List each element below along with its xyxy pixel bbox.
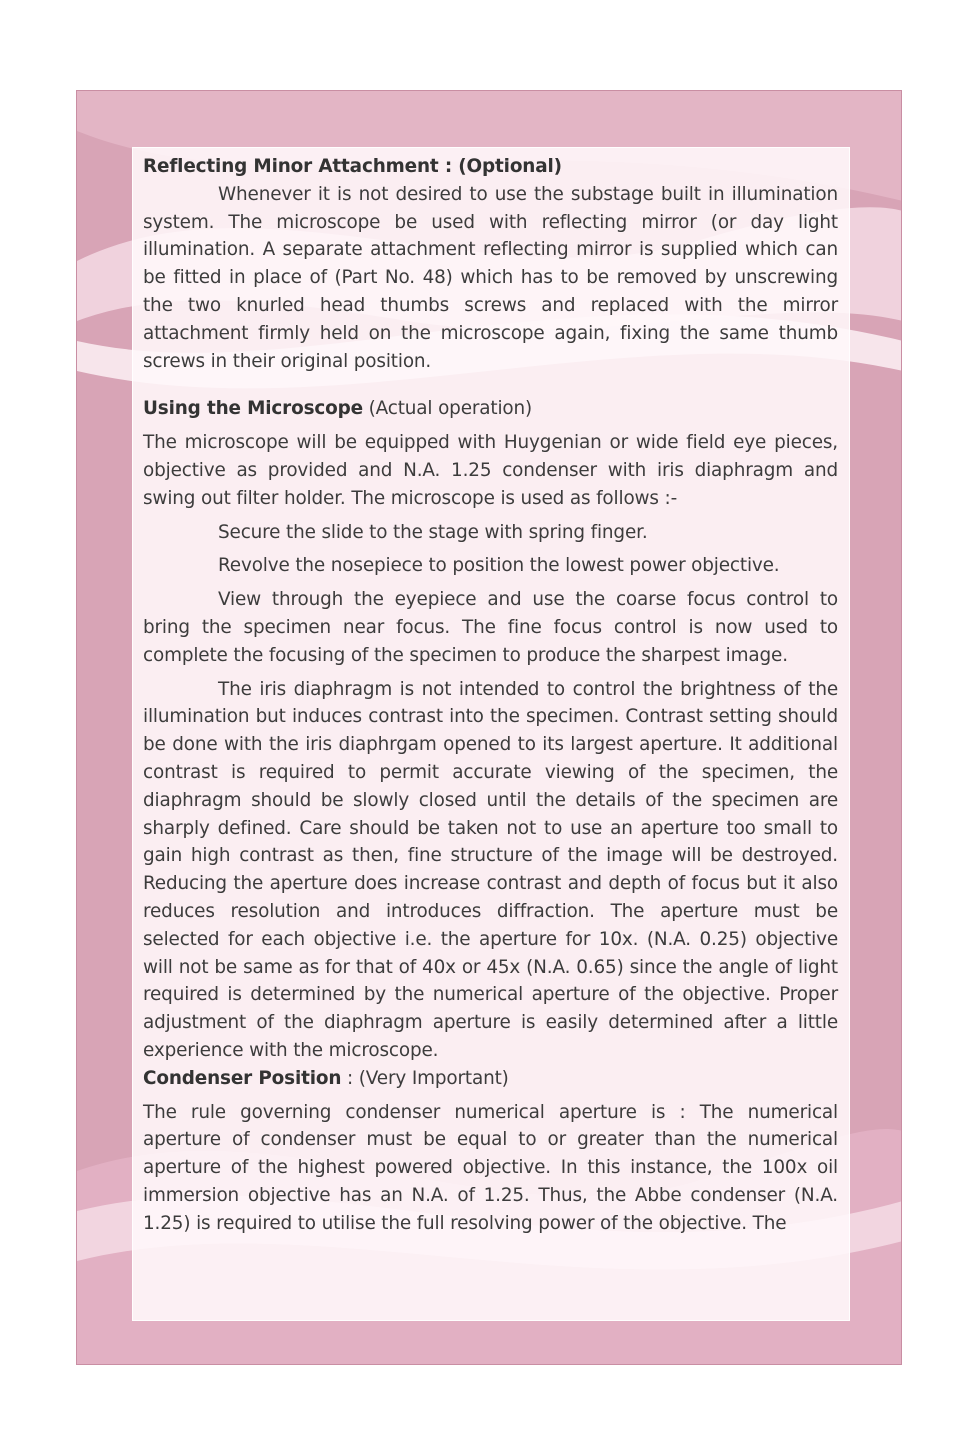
using-step-1: Secure the slide to the stage with spring finger. <box>218 521 648 543</box>
mirror-body: Whenever it is not desired to use the substage built in illumination system. The microscope be used with reflecting mirror (or day light illumination. A separate attachment reflecting mirror is supplied which can be fitted in place of (Part No. 48) which has to be removed by unscrewing the two knurled head thumbs screws and replaced with the mirror attachment firmly held on the microscope again, fixing the same thumb screws in their original position. <box>143 183 838 372</box>
condenser-body: The rule governing condenser numerical aperture is : The numerical aperture of condenser must be equal to or greater than the numerical aperture of the highest powered objective. In this instance, the 100x oil immersion objective has an N.A. of 1.25. Thus, the Abbe condenser (N.A. 1.25) is required to utilise the full resolving power of the objective. The <box>143 1101 838 1234</box>
using-step-2: Revolve the nosepiece to position the lowest power objective. <box>218 555 780 577</box>
using-heading-note: (Actual operation) <box>362 398 533 420</box>
condenser-heading-note: : (Very Important) <box>341 1067 509 1089</box>
using-intro: The microscope will be equipped with Huygenian or wide field eye pieces, objective as provided and N.A. 1.25 condenser with iris diaphragm and swing out filter holder. The microscope is used as follows :- <box>143 432 838 509</box>
using-heading-bold: Using the Microscope <box>143 398 363 420</box>
mirror-heading: Reflecting Minor Attachment : (Optional) <box>143 156 562 177</box>
using-step-3: View through the eyepiece and use the coarse focus control to bring the specimen near focus. The fine focus control is now used to complete the focusing of the specimen to produce the sharpest image. <box>143 589 838 666</box>
using-heading <box>143 395 838 423</box>
text-block <box>143 153 838 1237</box>
condenser-heading-bold: Condenser Position <box>143 1067 342 1089</box>
iris-paragraph: The iris diaphragm is not intended to control the brightness of the illumination but induces contrast into the specimen. Contrast setting should be done with the iris diaphrgam opened to its largest aperture. It additional contrast is required to permit accurate viewing of the specimen, the diaphragm should be slowly closed until the details of the specimen are sharply defined. Care should be taken not to use an aperture too small to gain high contrast as then, fine structure of the image will be destroyed. Reducing the aperture does increase contrast and depth of focus but it also reduces resolution and introduces diffraction. The aperture must be selected for each objective i.e. the aperture for 10x. (N.A. 0.25) objective will not be same as for that of 40x or 45x (N.A. 0.65) since the angle of light required is determined by the numerical aperture of the objective. Proper adjustment of the diaphragm aperture is easily determined after a little experience with the microscope. <box>143 678 838 1061</box>
condenser-heading <box>143 1065 838 1093</box>
page-frame <box>76 90 902 1365</box>
